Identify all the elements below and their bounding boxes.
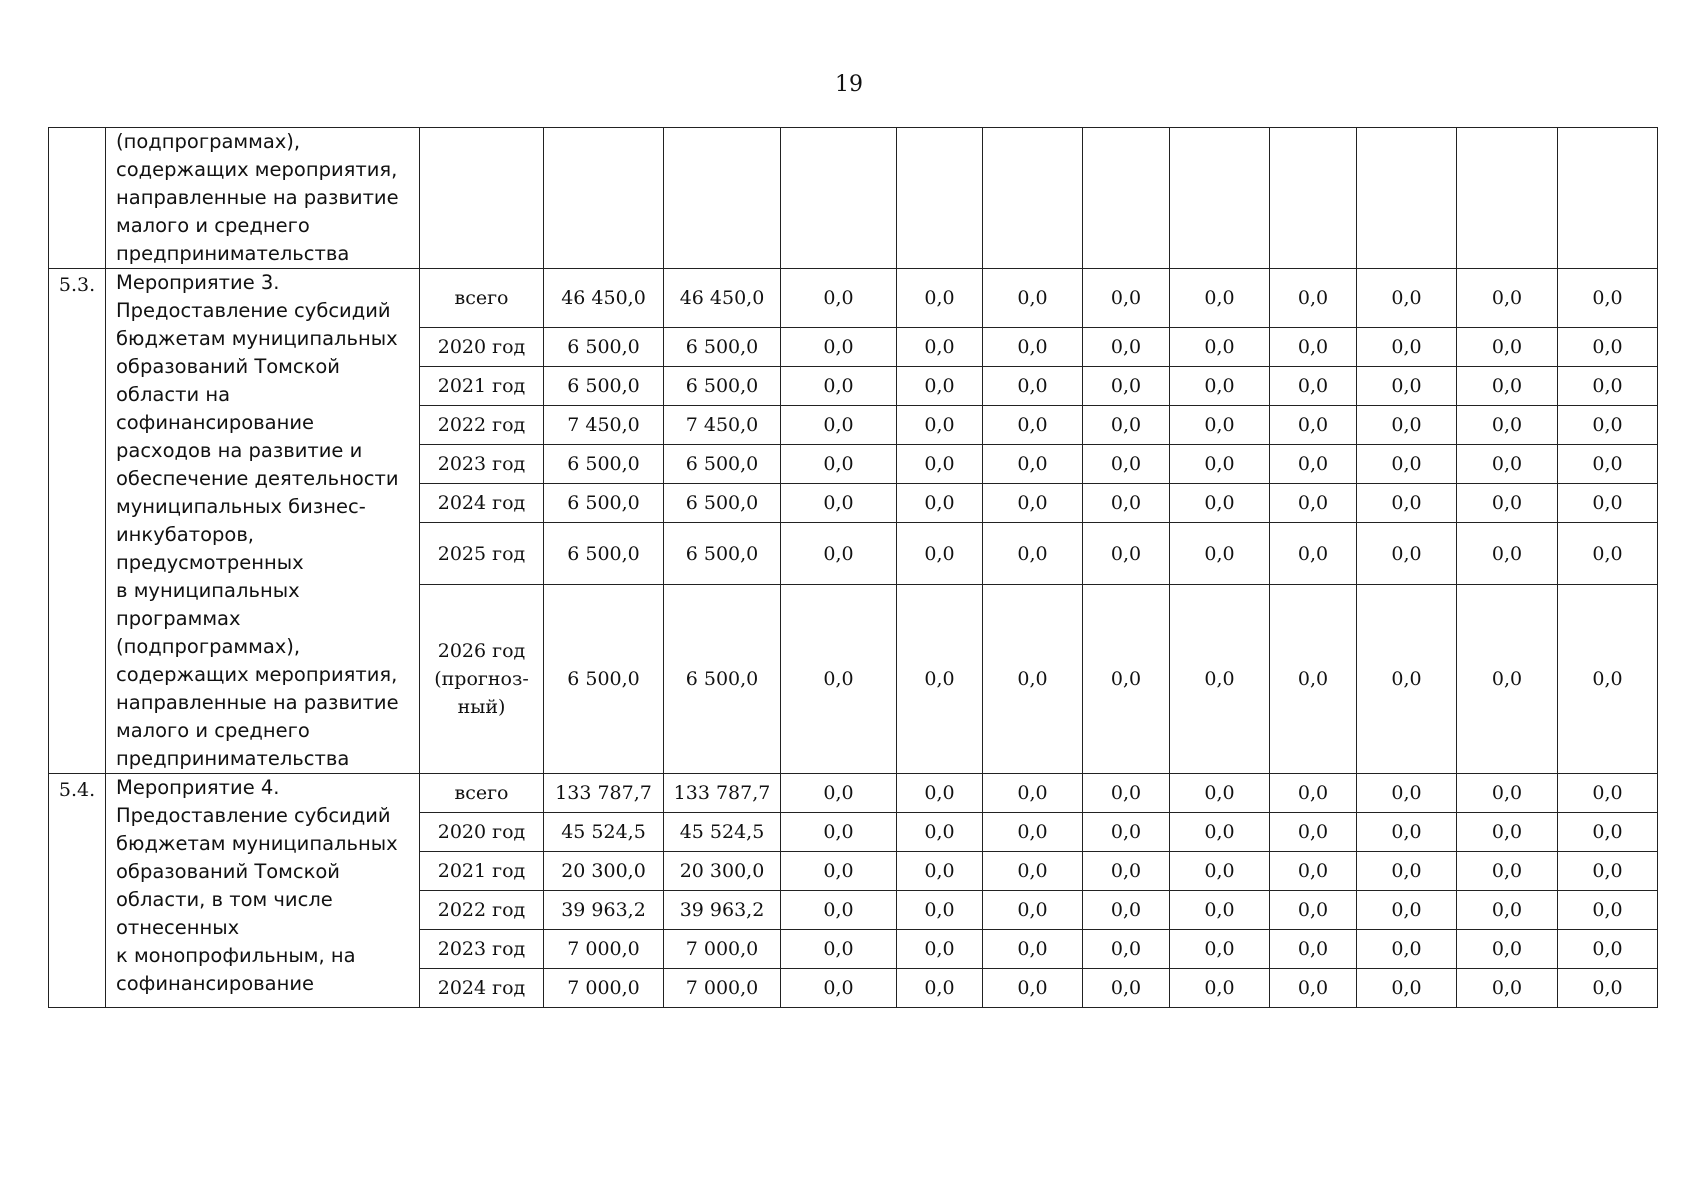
zero-value-cell: 0,0 xyxy=(781,813,897,852)
zero-value-cell: 0,0 xyxy=(1083,852,1170,891)
zero-value-cell: 0,0 xyxy=(781,585,897,774)
zero-value-cell: 0,0 xyxy=(983,585,1083,774)
year-cell: 2022 год xyxy=(420,891,544,930)
total-value-cell: 6 500,0 xyxy=(544,367,664,406)
zero-value-cell: 0,0 xyxy=(781,930,897,969)
zero-value-cell: 0,0 xyxy=(1357,523,1457,585)
zero-value-cell: 0,0 xyxy=(1170,367,1270,406)
zero-value-cell: 0,0 xyxy=(1170,484,1270,523)
zero-value-cell: 0,0 xyxy=(983,523,1083,585)
zero-value-cell: 0,0 xyxy=(1457,406,1558,445)
zero-value-cell: 0,0 xyxy=(1558,774,1658,813)
zero-value-cell: 0,0 xyxy=(781,523,897,585)
value-cell xyxy=(1083,128,1170,269)
zero-value-cell: 0,0 xyxy=(781,891,897,930)
zero-value-cell: 0,0 xyxy=(1170,269,1270,328)
table-row xyxy=(49,128,1658,269)
page-number: 19 xyxy=(835,72,863,97)
zero-value-cell: 0,0 xyxy=(1357,328,1457,367)
zero-value-cell: 0,0 xyxy=(1357,774,1457,813)
year-cell: 2021 год xyxy=(420,852,544,891)
zero-value-cell: 0,0 xyxy=(1457,445,1558,484)
zero-value-cell: 0,0 xyxy=(1357,930,1457,969)
zero-value-cell: 0,0 xyxy=(1457,269,1558,328)
zero-value-cell: 0,0 xyxy=(1558,269,1658,328)
total-value-cell: 6 500,0 xyxy=(544,328,664,367)
zero-value-cell: 0,0 xyxy=(781,852,897,891)
year-cell: 2023 год xyxy=(420,930,544,969)
zero-value-cell: 0,0 xyxy=(1170,813,1270,852)
description-cell xyxy=(106,774,420,1008)
zero-value-cell: 0,0 xyxy=(1457,367,1558,406)
description-text: (подпрограммах), содержащих мероприятия, направленные на развитие малого и среднего предпринимательства xyxy=(116,130,399,265)
zero-value-cell: 0,0 xyxy=(1083,328,1170,367)
zero-value-cell: 0,0 xyxy=(897,852,983,891)
table-row xyxy=(49,774,1658,813)
total-value-cell: 7 000,0 xyxy=(664,969,781,1008)
zero-value-cell: 0,0 xyxy=(1357,445,1457,484)
zero-value-cell: 0,0 xyxy=(1558,969,1658,1008)
total-value-cell: 133 787,7 xyxy=(544,774,664,813)
zero-value-cell: 0,0 xyxy=(983,445,1083,484)
zero-value-cell: 0,0 xyxy=(1270,328,1357,367)
zero-value-cell: 0,0 xyxy=(1457,969,1558,1008)
year-cell: 2022 год xyxy=(420,406,544,445)
year-cell: всего xyxy=(420,774,544,813)
value-cell xyxy=(897,128,983,269)
zero-value-cell: 0,0 xyxy=(983,269,1083,328)
total-value-cell: 6 500,0 xyxy=(664,445,781,484)
zero-value-cell: 0,0 xyxy=(1457,774,1558,813)
zero-value-cell: 0,0 xyxy=(983,891,1083,930)
zero-value-cell: 0,0 xyxy=(1270,406,1357,445)
zero-value-cell: 0,0 xyxy=(1170,328,1270,367)
zero-value-cell: 0,0 xyxy=(1558,523,1658,585)
zero-value-cell: 0,0 xyxy=(983,367,1083,406)
year-cell: 2025 год xyxy=(420,523,544,585)
total-value-cell: 39 963,2 xyxy=(544,891,664,930)
year-cell: 2020 год xyxy=(420,328,544,367)
zero-value-cell: 0,0 xyxy=(983,774,1083,813)
zero-value-cell: 0,0 xyxy=(1270,774,1357,813)
year-cell: 2024 год xyxy=(420,484,544,523)
zero-value-cell: 0,0 xyxy=(1083,269,1170,328)
zero-value-cell: 0,0 xyxy=(1457,930,1558,969)
zero-value-cell: 0,0 xyxy=(1457,328,1558,367)
total-value-cell: 6 500,0 xyxy=(544,445,664,484)
year-cell: 2020 год xyxy=(420,813,544,852)
total-value-cell: 133 787,7 xyxy=(664,774,781,813)
zero-value-cell: 0,0 xyxy=(1170,930,1270,969)
zero-value-cell: 0,0 xyxy=(1083,406,1170,445)
zero-value-cell: 0,0 xyxy=(897,969,983,1008)
zero-value-cell: 0,0 xyxy=(1083,445,1170,484)
zero-value-cell: 0,0 xyxy=(1357,367,1457,406)
zero-value-cell: 0,0 xyxy=(1083,367,1170,406)
zero-value-cell: 0,0 xyxy=(1357,891,1457,930)
total-value-cell: 6 500,0 xyxy=(544,523,664,585)
zero-value-cell: 0,0 xyxy=(1170,585,1270,774)
budget-table xyxy=(48,127,1658,1008)
zero-value-cell: 0,0 xyxy=(1083,484,1170,523)
zero-value-cell: 0,0 xyxy=(1270,445,1357,484)
total-value-cell: 46 450,0 xyxy=(664,269,781,328)
zero-value-cell: 0,0 xyxy=(1357,852,1457,891)
zero-value-cell: 0,0 xyxy=(1170,523,1270,585)
zero-value-cell: 0,0 xyxy=(1357,484,1457,523)
zero-value-cell: 0,0 xyxy=(897,813,983,852)
value-cell xyxy=(664,128,781,269)
zero-value-cell: 0,0 xyxy=(1457,813,1558,852)
zero-value-cell: 0,0 xyxy=(1170,774,1270,813)
zero-value-cell: 0,0 xyxy=(1558,445,1658,484)
zero-value-cell: 0,0 xyxy=(1270,484,1357,523)
zero-value-cell: 0,0 xyxy=(781,328,897,367)
total-value-cell: 7 450,0 xyxy=(664,406,781,445)
zero-value-cell: 0,0 xyxy=(983,813,1083,852)
total-value-cell: 45 524,5 xyxy=(664,813,781,852)
total-value-cell: 6 500,0 xyxy=(664,484,781,523)
value-cell xyxy=(1457,128,1558,269)
zero-value-cell: 0,0 xyxy=(1457,585,1558,774)
zero-value-cell: 0,0 xyxy=(1357,813,1457,852)
zero-value-cell: 0,0 xyxy=(1270,585,1357,774)
zero-value-cell: 0,0 xyxy=(1357,585,1457,774)
zero-value-cell: 0,0 xyxy=(1170,406,1270,445)
total-value-cell: 45 524,5 xyxy=(544,813,664,852)
description-cell xyxy=(106,128,420,269)
value-cell xyxy=(781,128,897,269)
zero-value-cell: 0,0 xyxy=(781,367,897,406)
description-text: Мероприятие 4. Предоставление субсидий бюджетам муниципальных образований Томской области, в том числе отнесенных к монопрофильным, на софинансирование xyxy=(116,776,398,995)
zero-value-cell: 0,0 xyxy=(1270,367,1357,406)
year-cell xyxy=(420,128,544,269)
zero-value-cell: 0,0 xyxy=(897,406,983,445)
value-cell xyxy=(983,128,1083,269)
year-cell: 2021 год xyxy=(420,367,544,406)
zero-value-cell: 0,0 xyxy=(1558,367,1658,406)
zero-value-cell: 0,0 xyxy=(781,445,897,484)
zero-value-cell: 0,0 xyxy=(1083,523,1170,585)
zero-value-cell: 0,0 xyxy=(897,930,983,969)
zero-value-cell: 0,0 xyxy=(897,523,983,585)
zero-value-cell: 0,0 xyxy=(1270,891,1357,930)
year-cell: 2024 год xyxy=(420,969,544,1008)
zero-value-cell: 0,0 xyxy=(1558,852,1658,891)
row-number-cell: 5.4. xyxy=(49,774,106,1008)
zero-value-cell: 0,0 xyxy=(897,445,983,484)
total-value-cell: 6 500,0 xyxy=(664,367,781,406)
total-value-cell: 6 500,0 xyxy=(664,328,781,367)
zero-value-cell: 0,0 xyxy=(1270,852,1357,891)
zero-value-cell: 0,0 xyxy=(1170,891,1270,930)
zero-value-cell: 0,0 xyxy=(1457,523,1558,585)
zero-value-cell: 0,0 xyxy=(983,930,1083,969)
zero-value-cell: 0,0 xyxy=(1558,328,1658,367)
description-text: Мероприятие 3. Предоставление субсидий бюджетам муниципальных образований Томской области на софинансирование расходов на развитие и обеспечение деятельности муниципальных бизнес- инкубаторов, предусмотренных в муниципальных программах (подпрограммах), содержащих мероприятия, направленные на развитие малого и среднего предпринимательства xyxy=(116,271,399,770)
zero-value-cell: 0,0 xyxy=(1270,930,1357,969)
zero-value-cell: 0,0 xyxy=(983,852,1083,891)
zero-value-cell: 0,0 xyxy=(897,774,983,813)
total-value-cell: 6 500,0 xyxy=(544,585,664,774)
zero-value-cell: 0,0 xyxy=(1558,813,1658,852)
zero-value-cell: 0,0 xyxy=(983,969,1083,1008)
zero-value-cell: 0,0 xyxy=(781,969,897,1008)
zero-value-cell: 0,0 xyxy=(1083,813,1170,852)
zero-value-cell: 0,0 xyxy=(1558,406,1658,445)
description-cell xyxy=(106,269,420,774)
total-value-cell: 7 450,0 xyxy=(544,406,664,445)
zero-value-cell: 0,0 xyxy=(781,406,897,445)
total-value-cell: 6 500,0 xyxy=(544,484,664,523)
zero-value-cell: 0,0 xyxy=(1083,969,1170,1008)
zero-value-cell: 0,0 xyxy=(1170,445,1270,484)
zero-value-cell: 0,0 xyxy=(1170,852,1270,891)
zero-value-cell: 0,0 xyxy=(1270,813,1357,852)
total-value-cell: 7 000,0 xyxy=(544,930,664,969)
zero-value-cell: 0,0 xyxy=(897,367,983,406)
zero-value-cell: 0,0 xyxy=(897,328,983,367)
zero-value-cell: 0,0 xyxy=(897,484,983,523)
zero-value-cell: 0,0 xyxy=(1357,969,1457,1008)
zero-value-cell: 0,0 xyxy=(1083,774,1170,813)
zero-value-cell: 0,0 xyxy=(781,484,897,523)
zero-value-cell: 0,0 xyxy=(1558,585,1658,774)
value-cell xyxy=(544,128,664,269)
zero-value-cell: 0,0 xyxy=(983,328,1083,367)
zero-value-cell: 0,0 xyxy=(897,891,983,930)
total-value-cell: 20 300,0 xyxy=(544,852,664,891)
zero-value-cell: 0,0 xyxy=(781,774,897,813)
zero-value-cell: 0,0 xyxy=(1357,406,1457,445)
total-value-cell: 7 000,0 xyxy=(544,969,664,1008)
zero-value-cell: 0,0 xyxy=(1270,969,1357,1008)
zero-value-cell: 0,0 xyxy=(983,484,1083,523)
zero-value-cell: 0,0 xyxy=(1558,891,1658,930)
zero-value-cell: 0,0 xyxy=(1083,585,1170,774)
zero-value-cell: 0,0 xyxy=(1083,891,1170,930)
zero-value-cell: 0,0 xyxy=(1170,969,1270,1008)
value-cell xyxy=(1357,128,1457,269)
year-cell: 2023 год xyxy=(420,445,544,484)
zero-value-cell: 0,0 xyxy=(1457,484,1558,523)
table-body xyxy=(49,128,1658,1008)
total-value-cell: 6 500,0 xyxy=(664,523,781,585)
zero-value-cell: 0,0 xyxy=(1457,852,1558,891)
value-cell xyxy=(1270,128,1357,269)
zero-value-cell: 0,0 xyxy=(1558,930,1658,969)
total-value-cell: 46 450,0 xyxy=(544,269,664,328)
row-number-cell xyxy=(49,128,106,269)
zero-value-cell: 0,0 xyxy=(983,406,1083,445)
table-row xyxy=(49,269,1658,328)
zero-value-cell: 0,0 xyxy=(1457,891,1558,930)
year-cell: всего xyxy=(420,269,544,328)
zero-value-cell: 0,0 xyxy=(1270,523,1357,585)
year-cell: 2026 год (прогноз- ный) xyxy=(420,585,544,774)
value-cell xyxy=(1170,128,1270,269)
zero-value-cell: 0,0 xyxy=(781,269,897,328)
total-value-cell: 6 500,0 xyxy=(664,585,781,774)
total-value-cell: 7 000,0 xyxy=(664,930,781,969)
zero-value-cell: 0,0 xyxy=(1270,269,1357,328)
total-value-cell: 20 300,0 xyxy=(664,852,781,891)
zero-value-cell: 0,0 xyxy=(1083,930,1170,969)
zero-value-cell: 0,0 xyxy=(897,585,983,774)
row-number-cell: 5.3. xyxy=(49,269,106,774)
zero-value-cell: 0,0 xyxy=(1558,484,1658,523)
value-cell xyxy=(1558,128,1658,269)
zero-value-cell: 0,0 xyxy=(897,269,983,328)
zero-value-cell: 0,0 xyxy=(1357,269,1457,328)
total-value-cell: 39 963,2 xyxy=(664,891,781,930)
